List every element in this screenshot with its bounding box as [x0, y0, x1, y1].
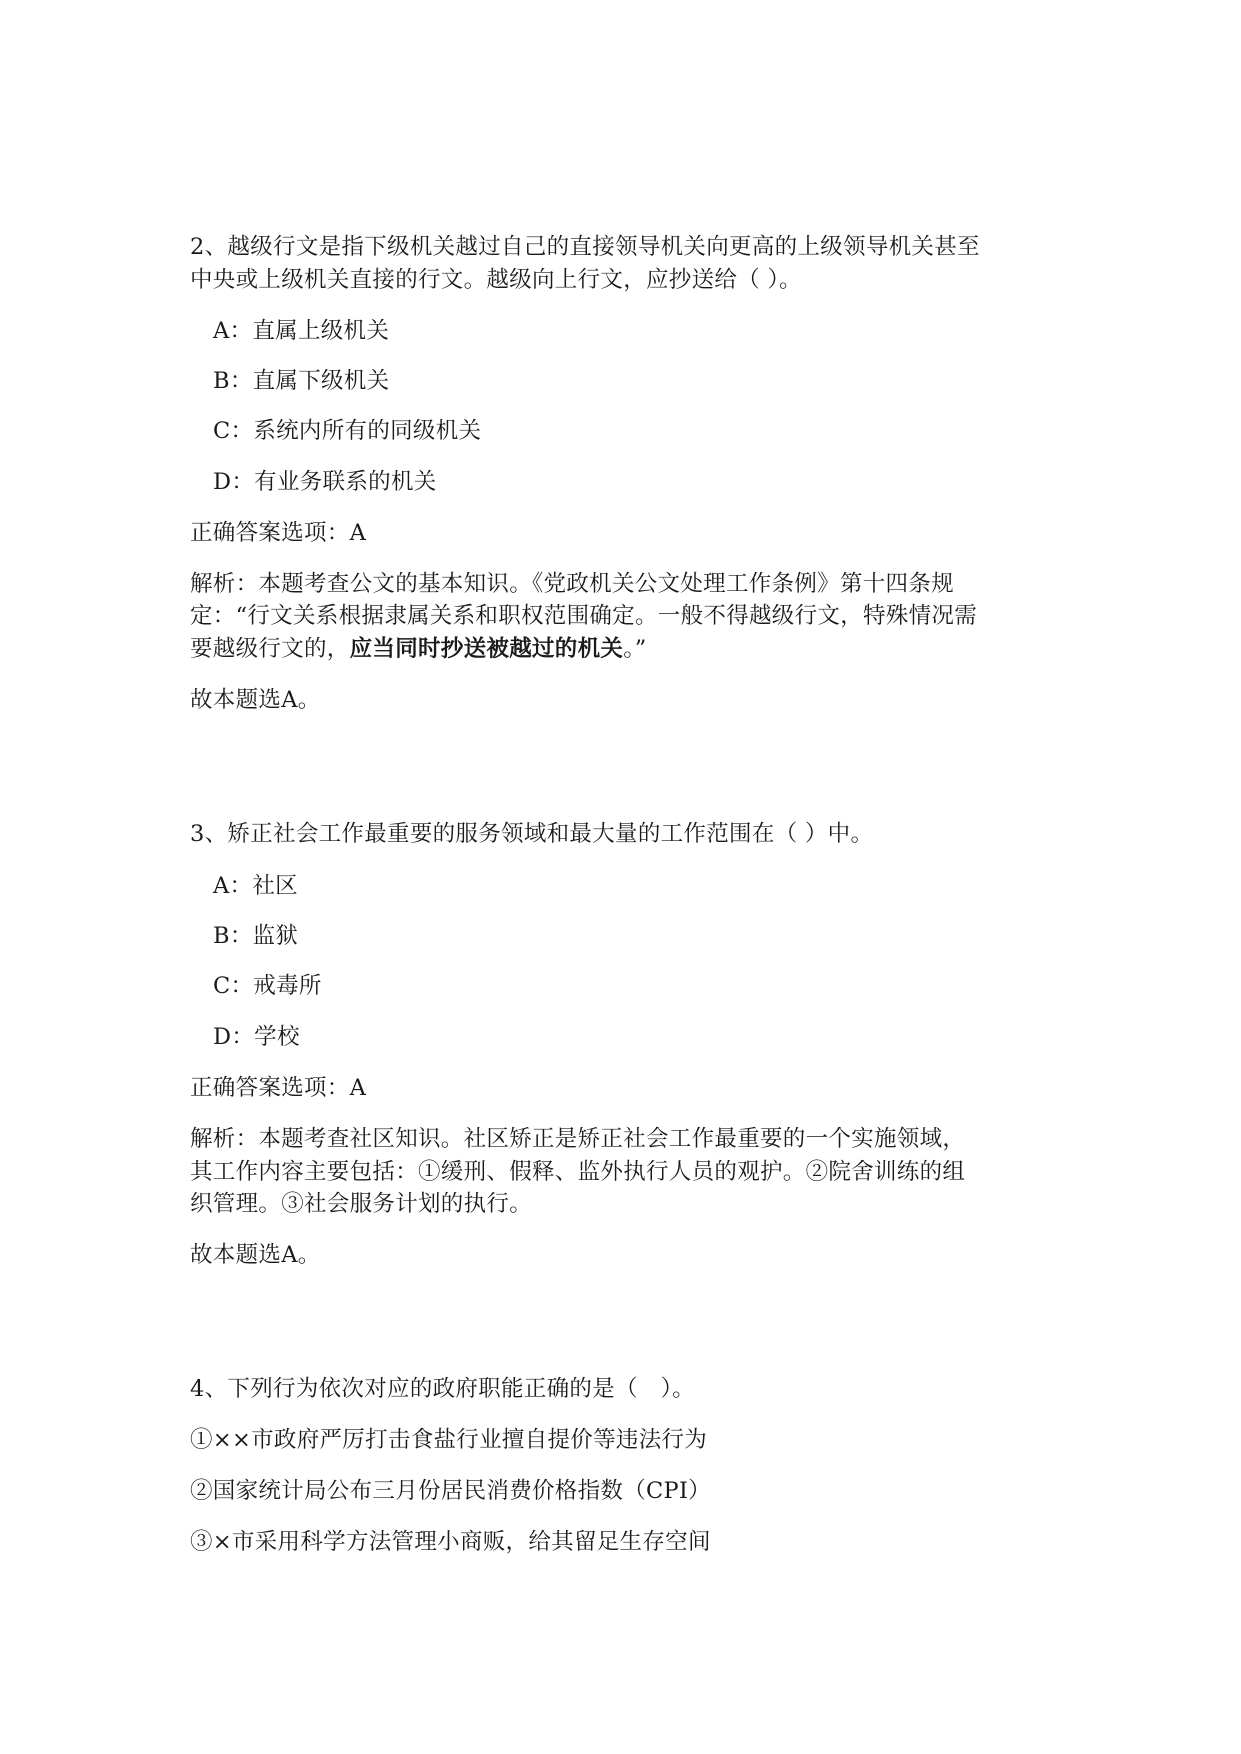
q4-item-2: ②国家统计局公布三月份居民消费价格指数（CPI）: [190, 1478, 711, 1504]
q2-analysis-line1: 解析：本题考查公文的基本知识。《党政机关公文处理工作条例》第十四条规: [190, 571, 954, 597]
q4-item-3: ③×市采用科学方法管理小商贩，给其留足生存空间: [190, 1529, 711, 1555]
q2-stem-line1: 2、越级行文是指下级机关越过自己的直接领导机关向更高的上级领导机关甚至: [190, 234, 980, 260]
q2-analysis-line2: 定：“行文关系根据隶属关系和职权范围确定。一般不得越级行文，特殊情况需: [190, 603, 978, 629]
q3-option-a: A：社区: [213, 873, 298, 899]
q2-analysis-line3: [190, 633, 1060, 666]
q3-option-b: B：监狱: [213, 923, 299, 949]
q3-option-c: C：戒毒所: [213, 973, 322, 999]
q2-option-a: A：直属上级机关: [213, 318, 390, 344]
q2-option-d: D：有业务联系的机关: [213, 469, 437, 495]
q2-stem-line2: 中央或上级机关直接的行文。越级向上行文，应抄送给（ ）。: [190, 267, 802, 293]
q2-option-c: C：系统内所有的同级机关: [213, 418, 482, 444]
q3-analysis-line3: 织管理。③社会服务计划的执行。: [190, 1191, 533, 1217]
q2-conclusion: 故本题选A。: [190, 687, 321, 713]
q2-analysis-line3-post: 。”: [623, 636, 647, 662]
q3-option-d: D：学校: [213, 1024, 300, 1050]
q3-analysis-line2: 其工作内容主要包括：①缓刑、假释、监外执行人员的观护。②院舍训练的组: [190, 1159, 966, 1185]
q4-stem: 4、下列行为依次对应的政府职能正确的是（ ）。: [190, 1376, 695, 1402]
q3-conclusion: 故本题选A。: [190, 1242, 321, 1268]
q3-answer: 正确答案选项：A: [190, 1075, 367, 1101]
q2-analysis-emphasis: 应当同时抄送被越过的机关: [349, 636, 624, 662]
q2-option-b: B：直属下级机关: [213, 368, 390, 394]
q3-analysis-line1: 解析：本题考查社区知识。社区矫正是矫正社会工作最重要的一个实施领域，: [190, 1126, 966, 1152]
q3-stem: 3、矫正社会工作最重要的服务领域和最大量的工作范围在（ ）中。: [190, 821, 874, 847]
q2-answer: 正确答案选项：A: [190, 520, 367, 546]
q2-analysis-line3-pre: 要越级行文的，: [190, 636, 350, 662]
q4-item-1: ①××市政府严厉打击食盐行业擅自提价等违法行为: [190, 1427, 708, 1453]
